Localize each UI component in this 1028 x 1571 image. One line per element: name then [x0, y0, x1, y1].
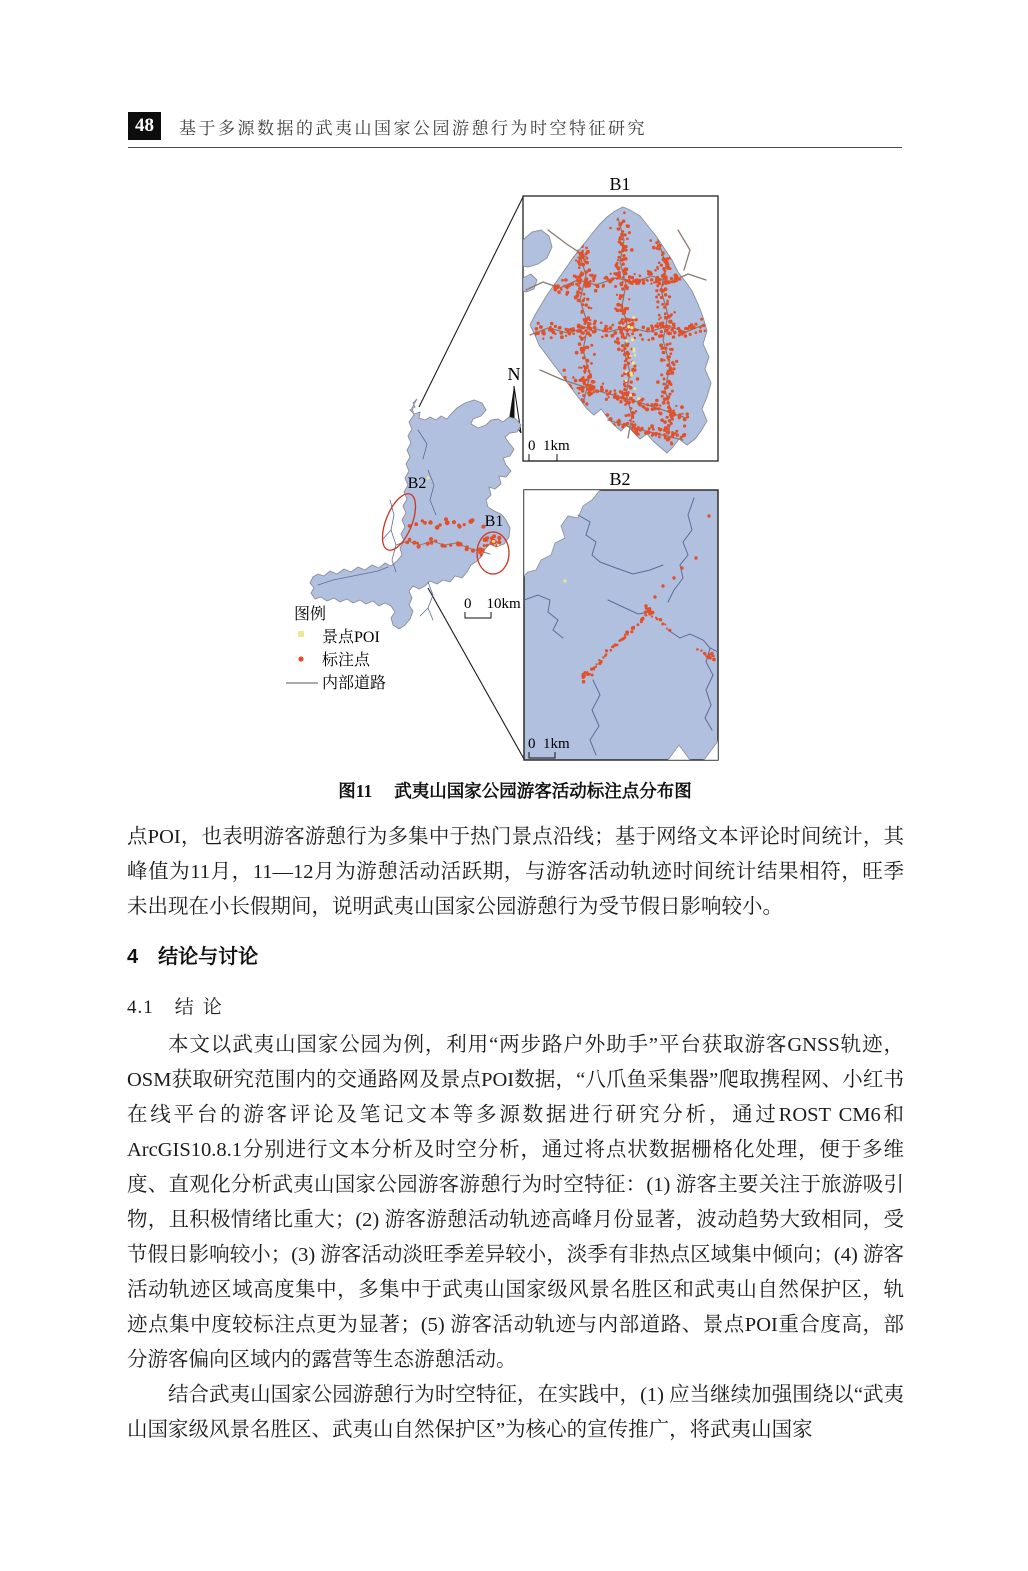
- scalebar-b2-label: 0 1km: [528, 736, 570, 752]
- legend-item-label: 标注点: [322, 652, 371, 669]
- figure-caption: [128, 778, 902, 803]
- legend-title: 图例: [294, 606, 327, 623]
- scalebar-main-label: 0 10km: [464, 596, 521, 612]
- section-title: 结论与讨论: [158, 946, 259, 968]
- map-b2-label: B2: [407, 475, 427, 492]
- subsection-heading: [127, 992, 231, 1019]
- legend-item-label: 景点POI: [322, 629, 380, 646]
- paragraph-continuation: 点POI，也表明游客游憩行为多集中于热门景点沿线；基于网络文本评论时间统计，其峰值为11月，11—12月为游憩活动活跃期，与游客活动轨迹时间统计结果相符，旺季未出现在小长假期间，说明武夷山国家公园游憩行为受节假日影响较小。: [127, 826, 904, 918]
- paragraph-conclusion: 本文以武夷山国家公园为例，利用“两步路户外助手”平台获取游客GNSS轨迹，OSM获取研究范围内的交通路网及景点POI数据，“八爪鱼采集器”爬取携程网、小红书在线平台的游客评论及笔记文本等多源数据进行研究分析，通过ROST CM6和ArcGIS10.8.1分别进行文本分析及时空分析，通过将点状数据栅格化处理，便于多维度、直观化分析武夷山国家公园游客游憩行为时空特征：(1) 游客主要关注于旅游吸引物，且积极情绪比重大；(2) 游客游憩活动轨迹高峰月份显著，波动趋势大致相同，受节假日影响较小；(3) 游客活动淡旺季差异较小，淡季有非热点区域集中倾向；(4) 游客活动轨迹区域高度集中，多集中于武夷山国家级风景名胜区和武夷山自然保护区，轨迹点集中度较标注点更为显著；(5) 游客活动轨迹与内部道路、景点POI重合度高，部分游客偏向区域内的露营等生态游憩活动。: [127, 1034, 904, 1371]
- inset-b1-title: B1: [609, 174, 631, 194]
- header-rule: [128, 147, 902, 148]
- scalebar-main: [465, 612, 491, 618]
- map-legend: [286, 605, 386, 692]
- running-title: 基于多源数据的武夷山国家公园游憩行为时空特征研究: [179, 118, 647, 138]
- subsection-number: 4.1: [127, 997, 154, 1018]
- figure-11-map: [278, 170, 740, 770]
- scenic-poi-marker-icon: [298, 631, 304, 637]
- page-header: [128, 112, 902, 148]
- scalebar-b1-label: 0 1km: [528, 438, 570, 454]
- figure-caption-title: 武夷山国家公园游客活动标注点分布图: [394, 781, 692, 801]
- section-number: 4: [127, 946, 139, 968]
- annotation-point-marker-icon: [298, 656, 303, 661]
- figure-11: [278, 170, 740, 770]
- inset-b2-title: B2: [609, 469, 631, 489]
- north-arrow-label: N: [507, 364, 521, 384]
- figure-caption-number: 图11: [338, 781, 373, 801]
- legend-item-label: 内部道路: [322, 675, 387, 692]
- subsection-title: 结论: [174, 997, 231, 1018]
- inset-connector-line-b2: [428, 588, 524, 759]
- page-number: 48: [128, 112, 161, 140]
- section-heading: [127, 940, 258, 969]
- paragraph-practice: 结合武夷山国家公园游憩行为时空特征，在实践中，(1) 应当继续加强围绕以“武夷山国家级风景名胜区、武夷山自然保护区”为核心的宣传推广，将武夷山国家: [127, 1384, 904, 1441]
- map-b1-label: B1: [484, 513, 504, 530]
